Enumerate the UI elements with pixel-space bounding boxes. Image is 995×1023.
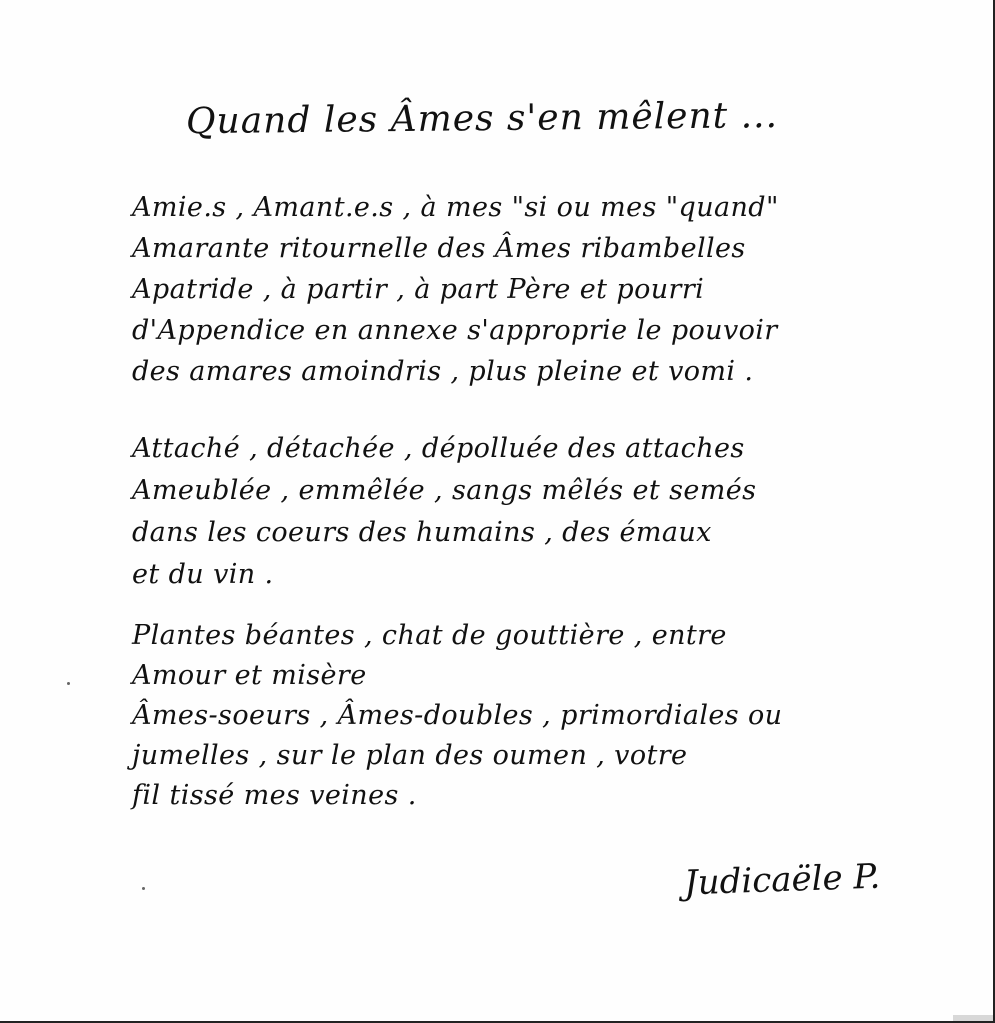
- stanza-2: [132, 433, 832, 601]
- poem-line: Apatride , à partir , à part Père et pourri: [132, 274, 705, 305]
- poem-line: Amarante ritournelle des Âmes ribambelles: [132, 233, 746, 264]
- stanza-3: [132, 620, 832, 820]
- paper-speck: [67, 682, 70, 685]
- scan-edge: [953, 1015, 993, 1021]
- poem-line: Ameublée , emmêlée , sangs mêlés et semés: [132, 475, 757, 506]
- poem-line: Plantes béantes , chat de gouttière , entre: [132, 620, 727, 651]
- poem-line: d'Appendice en annexe s'approprie le pouvoir: [132, 315, 778, 346]
- poem-line: et du vin .: [132, 559, 274, 590]
- poem-line: jumelles , sur le plan des oumen , votre: [132, 740, 688, 771]
- poem-line: Amie.s , Amant.e.s , à mes "si ou mes "quand": [132, 192, 779, 223]
- poem-line: Âmes-soeurs , Âmes-doubles , primordiales ou: [132, 700, 783, 731]
- poem-line: Attaché , détachée , dépolluée des attaches: [132, 433, 745, 464]
- poem-line: des amares amoindris , plus pleine et vomi .: [132, 356, 754, 387]
- poem-line: dans les coeurs des humains , des émaux: [132, 517, 712, 548]
- signature: Judicaële P.: [683, 856, 881, 904]
- stanza-1: [132, 192, 832, 397]
- poem-title: Quand les Âmes s'en mêlent ...: [185, 95, 779, 143]
- poem-line: fil tissé mes veines .: [132, 780, 417, 811]
- paper-speck: [142, 887, 145, 890]
- poem-line: Amour et misère: [132, 660, 367, 691]
